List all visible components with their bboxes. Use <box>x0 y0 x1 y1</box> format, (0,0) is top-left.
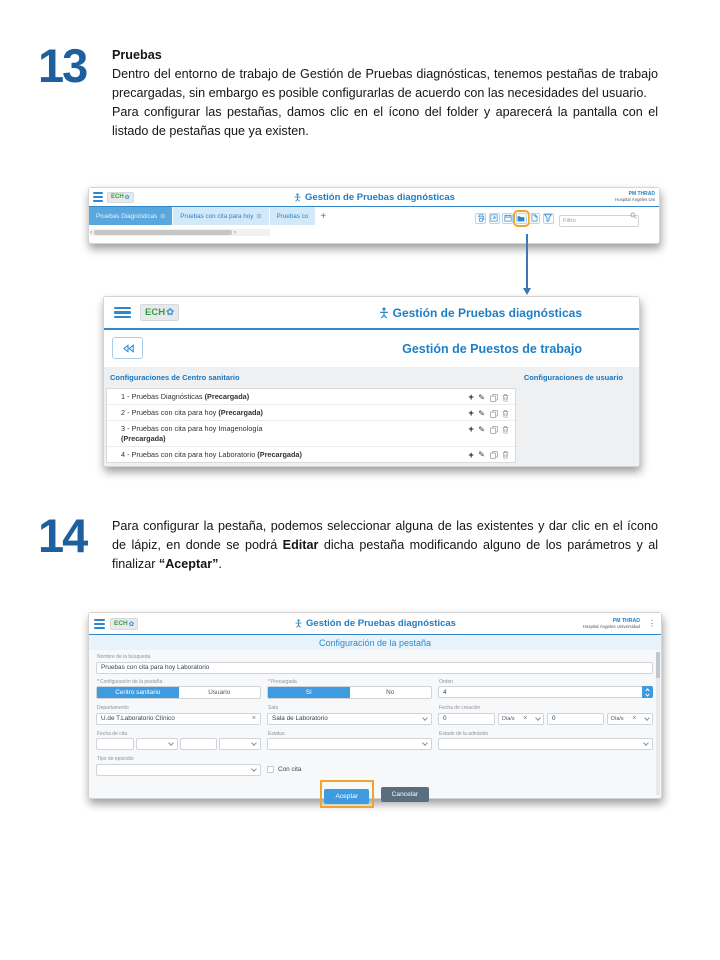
toolbar <box>475 209 639 227</box>
fecha-creacion-unit-2[interactable] <box>607 713 653 725</box>
scrollbar-thumb[interactable] <box>656 652 660 678</box>
row-text: 3 - Pruebas con cita para hoy Imagenología <box>121 424 263 433</box>
external-window-icon[interactable] <box>489 213 500 224</box>
chevron-down-icon <box>168 740 174 746</box>
estado-admision-label: Estado de la admisión <box>439 730 489 737</box>
sala-label: Sala <box>268 705 279 711</box>
config-pestana-toggle <box>96 686 261 699</box>
copy-icon[interactable] <box>490 426 498 434</box>
label-text: Precargada <box>270 678 297 685</box>
org-name: Hospital Ángeles Uni <box>615 197 655 203</box>
row-text: 2 - Pruebas con cita para hoy <box>121 408 219 417</box>
tipo-episodio-label: Tipo de episodio <box>97 756 134 762</box>
delete-icon[interactable] <box>502 394 509 402</box>
precargada-label <box>268 679 432 685</box>
delete-icon[interactable] <box>502 410 509 418</box>
rewind-icon <box>122 344 134 353</box>
row-badge: (Precargada) <box>257 449 302 459</box>
fecha-creacion-label: Fecha de creación <box>439 705 481 711</box>
fecha-cita-label: Fecha de cita <box>97 730 128 737</box>
user-name: PM THRAD <box>628 191 655 198</box>
list-item[interactable] <box>107 447 515 462</box>
row-actions <box>469 424 509 434</box>
chevron-down-icon <box>251 766 257 772</box>
tab-config-form <box>89 650 661 798</box>
cancel-button[interactable]: Cancelar <box>381 787 429 802</box>
fecha-creacion-unit-1[interactable] <box>498 713 544 725</box>
row-actions <box>469 408 509 418</box>
filter-input[interactable] <box>559 215 639 227</box>
usuario-header: Configuraciones de usuario <box>523 373 623 382</box>
row-badge: (Precargada) <box>204 392 250 401</box>
document-icon[interactable] <box>529 213 540 224</box>
org-name: Hospital Ángeles Universidad <box>582 624 640 629</box>
copy-icon[interactable] <box>490 394 498 402</box>
orden-input[interactable] <box>438 686 653 698</box>
delete-icon[interactable] <box>502 426 509 434</box>
con-cita-label: Con cita <box>278 766 302 773</box>
ech-logo <box>107 192 134 203</box>
step-14-bold-editar: Editar <box>282 537 319 552</box>
nombre-label: Nombre de la búsqueda <box>97 654 151 660</box>
option-usuario[interactable]: Usuario <box>208 689 231 696</box>
chevron-down-icon <box>644 715 650 721</box>
person-icon <box>293 193 302 202</box>
fecha-creacion-input-2[interactable] <box>547 713 604 725</box>
step-13-number: 13 <box>38 39 87 92</box>
app-header <box>89 188 659 207</box>
screenshot-puestos-de-trabajo <box>103 296 640 467</box>
step-14-number: 14 <box>38 509 87 562</box>
clear-icon[interactable]: × <box>251 715 256 722</box>
user-info <box>583 618 640 630</box>
flower-icon: ✿ <box>166 307 175 318</box>
app-header <box>89 613 661 635</box>
search-icon <box>630 212 637 219</box>
estado-admision-select[interactable] <box>438 738 653 750</box>
back-button[interactable] <box>112 337 143 359</box>
flower-icon: ✿ <box>124 194 130 201</box>
copy-icon[interactable] <box>490 410 498 418</box>
edit-icon[interactable]: ✎ <box>478 392 485 402</box>
step-14-paragraph <box>112 517 658 574</box>
logo-text: ECH <box>111 194 124 200</box>
tipo-episodio-select[interactable] <box>96 764 261 776</box>
logo-text: ECH <box>145 307 166 318</box>
accept-button[interactable]: Aceptar <box>324 789 369 804</box>
copy-icon[interactable] <box>490 451 498 459</box>
tab-pruebas-diagnosticas[interactable] <box>89 207 172 225</box>
add-icon[interactable]: + <box>468 424 474 434</box>
menu-icon[interactable] <box>93 192 103 202</box>
folder-icon[interactable] <box>516 213 527 224</box>
page-title-text: Gestión de Pruebas diagnósticas <box>392 305 582 320</box>
edit-icon[interactable]: ✎ <box>478 408 485 418</box>
user-info <box>615 191 655 203</box>
connector-arrow <box>526 234 528 288</box>
clear-icon[interactable]: × <box>632 715 637 722</box>
number-stepper[interactable] <box>642 686 653 698</box>
step-14-text-part: dicha pestaña modificando alguno de los parámetros y al finalizar <box>112 537 658 571</box>
ech-logo <box>140 304 179 321</box>
tab-label: Pruebas co <box>276 212 309 220</box>
row-actions <box>469 392 509 402</box>
tab-gear-icon[interactable]: ⊙ <box>160 213 166 220</box>
new-tab-button[interactable]: + <box>320 210 327 222</box>
nombre-input[interactable] <box>96 662 653 674</box>
ech-logo <box>110 618 138 630</box>
required-marker: * <box>268 678 270 685</box>
highlight-box-accept <box>320 780 374 808</box>
step-13-text <box>112 46 658 140</box>
filter-field <box>559 209 639 227</box>
tab-label: Pruebas con cita para hoy <box>180 212 254 220</box>
precargada-toggle <box>267 686 432 699</box>
tab-pruebas-cut[interactable] <box>270 207 316 225</box>
step-13-heading: Pruebas <box>112 48 162 62</box>
printer-icon[interactable] <box>475 213 486 224</box>
calendar-icon[interactable] <box>502 213 513 224</box>
orden-label: Orden <box>439 678 453 685</box>
tab-pruebas-con-cita[interactable] <box>173 207 268 225</box>
screenshot-configuracion-pestana <box>88 612 662 799</box>
chevron-down-icon <box>251 740 257 746</box>
option-si[interactable]: Sí <box>268 687 350 698</box>
flower-icon: ✿ <box>128 620 135 628</box>
tab-config-list <box>106 388 516 463</box>
scroll-left-icon[interactable]: ‹ <box>90 229 92 236</box>
sala-select[interactable] <box>267 713 432 725</box>
chevron-down-icon <box>535 715 541 721</box>
scroll-right-icon[interactable]: › <box>234 229 236 236</box>
row-text: 1 - Pruebas Diagnósticas <box>121 392 205 401</box>
step-14-text-part: Para configurar la pestaña, podemos seleccionar alguna de las existentes y dar clic en el ícono de lápiz, en donde se podrá <box>112 519 658 552</box>
step-13-paragraph-1: Dentro del entorno de trabajo de Gestión de Pruebas diagnósticas, tenemos pestañas de trabajo precargadas, sin embargo es posible configurarlas de acuerdo con las necesidades del usuario. <box>112 66 658 100</box>
estatus-select[interactable] <box>267 738 432 750</box>
estatus-label: Estatus <box>268 730 285 737</box>
required-marker: * <box>97 678 99 685</box>
list-item[interactable] <box>107 405 515 421</box>
edit-icon[interactable]: ✎ <box>478 424 485 434</box>
row-actions <box>469 450 509 460</box>
add-icon[interactable]: + <box>468 408 474 418</box>
add-icon[interactable]: + <box>468 392 474 402</box>
fecha-cita-input-1[interactable] <box>96 738 134 750</box>
person-icon <box>378 307 390 319</box>
page-title-text: Gestión de Pruebas diagnósticas <box>305 192 455 203</box>
tab-scrollbar[interactable] <box>90 229 270 236</box>
step-14-text-part: . <box>218 556 222 571</box>
chevron-down-icon <box>422 715 428 721</box>
fecha-creacion-input-1[interactable] <box>438 713 495 725</box>
step-14-bold-aceptar: “Aceptar” <box>158 556 219 571</box>
sala-value: Sala de Laboratorio <box>272 715 328 722</box>
page-title-text: Gestión de Pruebas diagnósticas <box>306 618 456 629</box>
section-title: Gestión de Puestos de trabajo <box>402 342 582 356</box>
unit-text: Día/s <box>611 715 624 722</box>
fecha-cita-select-1[interactable] <box>136 738 178 750</box>
unit-text: Día/s <box>502 715 515 722</box>
dialog-title: Configuración de la pestaña <box>89 635 661 650</box>
screenshot-diagnostics-workspace <box>88 187 660 244</box>
page-title <box>294 618 456 629</box>
step-14-text <box>112 517 658 574</box>
centro-sanitario-header: Configuraciones de Centro sanitario <box>110 373 240 382</box>
vertical-scrollbar[interactable] <box>656 652 660 795</box>
chevron-down-icon <box>643 740 649 746</box>
row-badge: (Precargada) <box>218 408 263 417</box>
step-13-paragraph-2: Para configurar las pestañas, damos clic en el ícono del folder y aparecerá la pantalla con el listado de pestañas que ya existen. <box>112 104 658 138</box>
con-cita-checkbox[interactable] <box>267 766 274 773</box>
departamento-field[interactable] <box>96 713 261 725</box>
row-text: 4 - Pruebas con cita para hoy Laboratorio <box>121 449 258 459</box>
add-icon[interactable]: + <box>468 449 474 460</box>
option-centro-sanitario[interactable]: Centro sanitario <box>97 687 179 698</box>
logo-text: ECH <box>114 620 128 627</box>
filter-funnel-icon[interactable] <box>543 213 554 224</box>
config-pestana-label <box>97 679 261 685</box>
menu-icon[interactable] <box>114 307 131 319</box>
page-title <box>378 306 582 320</box>
page-title <box>293 192 455 203</box>
user-name: PM THRAD <box>612 617 640 624</box>
tab-label: Pruebas Diagnósticas <box>96 212 158 220</box>
person-icon <box>294 619 303 628</box>
app-header <box>104 297 639 330</box>
delete-icon[interactable] <box>502 451 509 459</box>
menu-icon[interactable] <box>94 619 105 629</box>
list-item[interactable] <box>107 389 515 405</box>
clear-icon[interactable]: × <box>523 715 528 722</box>
label-text: Configuración de la pestaña <box>99 678 163 685</box>
fecha-cita-select-2[interactable] <box>219 738 261 750</box>
fecha-cita-input-2[interactable] <box>180 738 218 750</box>
tab-gear-icon[interactable]: ⊙ <box>256 213 262 220</box>
row-badge: (Precargada) <box>121 433 166 443</box>
column-headers <box>110 373 623 382</box>
edit-icon[interactable]: ✎ <box>478 450 485 460</box>
option-no[interactable]: No <box>386 689 395 696</box>
departamento-label: Departamento <box>97 705 129 711</box>
departamento-value: U.de T.Laboratorio Clínico <box>101 715 175 722</box>
chevron-down-icon <box>422 740 428 746</box>
list-item[interactable] <box>107 421 515 447</box>
overflow-menu-icon[interactable]: ⋮ <box>648 618 656 628</box>
tab-bar <box>89 207 659 225</box>
scrollbar-thumb[interactable] <box>94 230 232 235</box>
